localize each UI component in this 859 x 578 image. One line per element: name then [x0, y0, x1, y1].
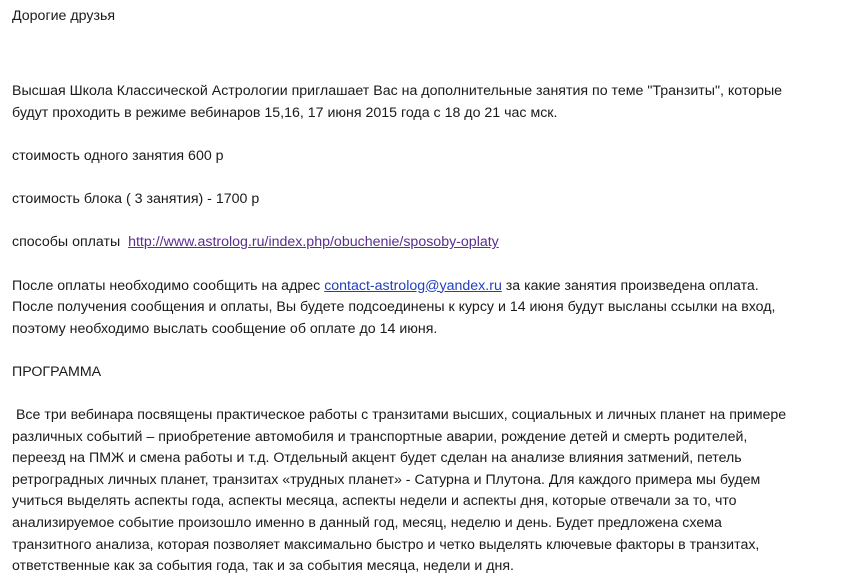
spacer: [12, 340, 857, 362]
invitation-paragraph: [12, 81, 857, 124]
payment-link[interactable]: http://www.astrolog.ru/index.php/obuchenie/sposoby-oplaty: [128, 234, 499, 251]
program-paragraph: [12, 405, 857, 578]
program-line: Все три вебинара посвящены практическое работы с транзитами высших, социальных и личных планет на примере: [12, 407, 787, 424]
spacer: [12, 254, 857, 276]
email-body: [12, 6, 857, 578]
spacer: [12, 49, 857, 81]
price-single: стоимость одного занятия 600 р: [12, 147, 224, 164]
payment-methods: [12, 232, 857, 254]
spacer: [12, 211, 857, 233]
program-line: ответственные как за события года, так и за события месяца, недели и дня.: [12, 558, 514, 575]
program-line: анализируемое событие произошло именно в данный год, месяц, неделю и день. Будет предложена схема: [12, 515, 722, 532]
spacer: [12, 384, 857, 406]
spacer: [12, 168, 857, 190]
spacer: [12, 124, 857, 146]
after-payment-line: После получения сообщения и оплаты, Вы будете подсоединены к курсу и 14 июня будут высланы ссылки на вход,: [12, 299, 776, 316]
after-payment-line: [12, 276, 857, 298]
program-line: учиться выделять аспекты года, аспекты месяца, аспекты недели и аспекты дня, которые отвечали за то, что: [12, 493, 737, 510]
invitation-line: будут проходить в режиме вебинаров 15,16, 17 июня 2015 года с 18 до 21 час мск.: [12, 104, 558, 121]
greeting: Дорогие друзья: [12, 8, 116, 24]
program-line: ретроградных личных планет, транзитах «трудных планет» - Сатурна и Плутона. Для каждого примера мы будем: [12, 471, 761, 488]
payment-label: способы оплаты: [12, 234, 129, 251]
program-heading: ПРОГРАММА: [12, 363, 102, 380]
after-payment-suffix: за какие занятия произведена оплата.: [501, 277, 759, 294]
contact-email-link[interactable]: contact-astrolog@yandex.ru: [324, 277, 502, 294]
price-block: стоимость блока ( 3 занятия) - 1700 р: [12, 191, 260, 208]
program-line: переезд на ПМЖ и смена работы и т.д. Отдельный акцент будет сделан на анализе влияния затмений, петель: [12, 450, 742, 467]
spacer: [12, 28, 857, 50]
program-line: различных событий – приобретение автомобиля и транспортные аварии, рождение детей и смерть родителей,: [12, 428, 748, 445]
after-payment-paragraph: [12, 276, 857, 341]
invitation-line: Высшая Школа Классической Астрологии приглашает Вас на дополнительные занятия по теме "Транзиты", которые: [12, 83, 783, 100]
program-line: транзитного анализа, которая позволяет максимально быстро и четко выделять ключевые факторы в транзитах,: [12, 536, 760, 553]
after-payment-prefix: После оплаты необходимо сообщить на адрес: [12, 277, 325, 294]
after-payment-line: поэтому необходимо выслать сообщение об оплате до 14 июня.: [12, 320, 438, 337]
